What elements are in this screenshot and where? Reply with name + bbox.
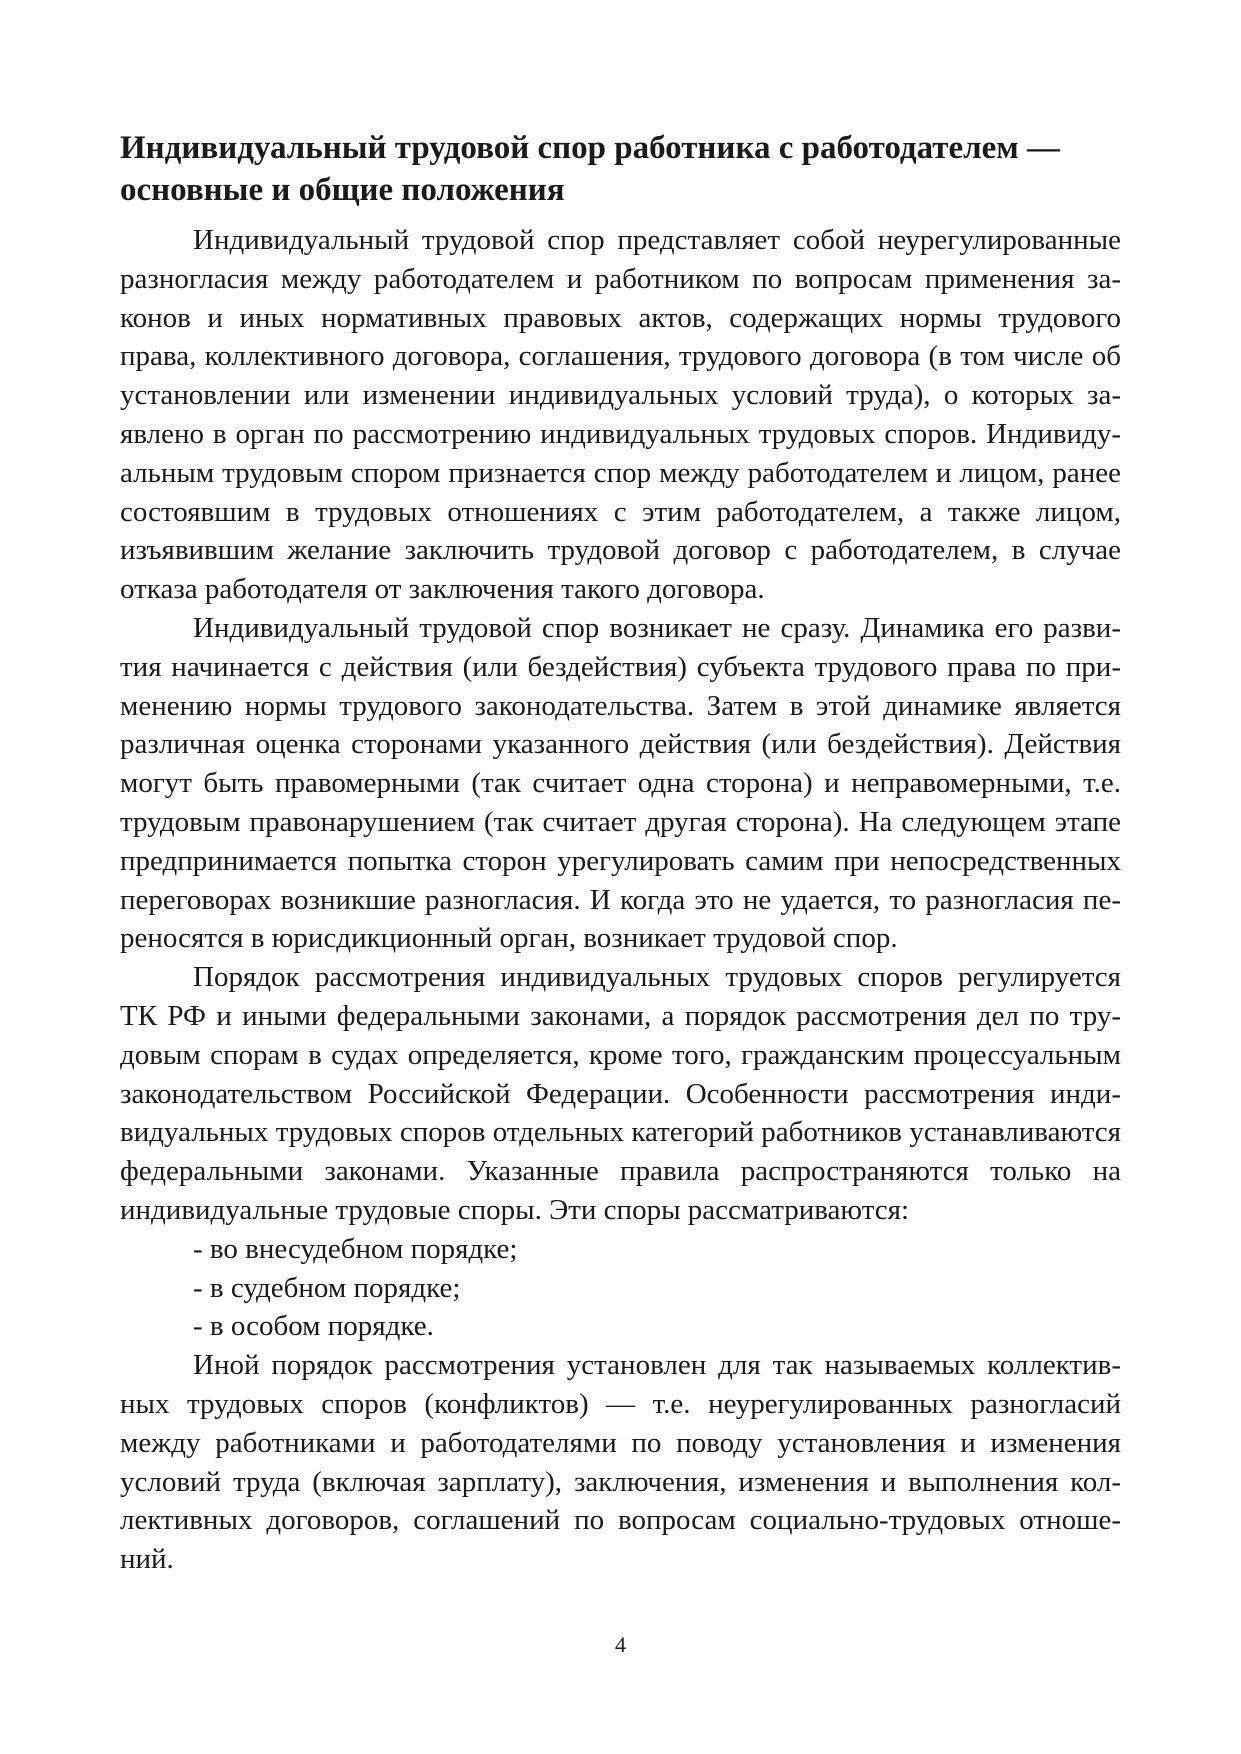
paragraph-collective-disputes: Иной порядок рассмотрения установлен для так называемых коллективных трудовых споров (конфликтов) — т.е. неурегулированных разногласий между работниками и работодателями по поводу установления и изменения условий труда (включая зарплату), заключения, изменения и выполнения коллективных договоров, соглашений по вопросам социально-трудовых отношений. [120, 1349, 1121, 1576]
list-item: - в судебном порядке; [193, 1271, 461, 1304]
page-title [120, 127, 1121, 211]
list-item: - в особом порядке. [193, 1310, 434, 1343]
paragraph-dynamics: Индивидуальный трудовой спор возникает не сразу. Динамика его развития начинается с действия (или бездействия) субъекта трудового права по применению нормы трудового законодательства. Затем в этой динамике является различная оценка сторонами указанного действия (или бездействия). Действия могут быть правомерными (так считает одна сторона) и неправомерными, т.е. трудовым правонарушением (так считает другая сторона). На следующем этапе предпринимается попытка сторон урегулировать самим при непосредственных переговорах возникшие разногласия. И когда это не удается, то разногласия переносятся в юрисдикционный орган, возникает трудовой спор. [120, 611, 1121, 955]
document-page [120, 127, 1121, 1579]
document-body [120, 221, 1121, 1579]
paragraph-procedure: Порядок рассмотрения индивидуальных трудовых споров регулируется ТК РФ и иными федеральными законами, а порядок рассмотрения дел по трудовым спорам в судах определяется, кроме того, гражданским процессуальным законодательством Российской Федерации. Особенности рассмотрения индивидуальных трудовых споров отдельных категорий работников устанавливаются федеральными законами. Указанные правила распространяются только на индивидуальные трудовые споры. Эти споры рассматриваются: [120, 961, 1121, 1226]
list-item: - во внесудебном порядке; [193, 1232, 518, 1265]
procedure-list [120, 1230, 1121, 1346]
page-title-line-1: Индивидуальный трудовой спор работника с работодателем — [120, 130, 1061, 166]
page-title-line-2: основные и общие положения [120, 172, 565, 208]
page-number: 4 [615, 1632, 626, 1657]
paragraph-definition: Индивидуальный трудовой спор представляет собой неурегулированные разногласия между работодателем и работником по вопросам применения законов и иных нормативных правовых актов, содержащих нормы трудового права, коллективного договора, соглашения, трудового договора (в том числе об установлении или изменении индивидуальных условий труда), о которых заявлено в орган по рассмотрению индивидуальных трудовых споров. Индивидуальным трудовым спором признается спор между работодателем и лицом, ранее состоявшим в трудовых отношениях с этим работодателем, а также лицом, изъявившим желание заключить трудовой договор с работодателем, в случае отказа работодателя от заключения такого договора. [120, 224, 1121, 606]
